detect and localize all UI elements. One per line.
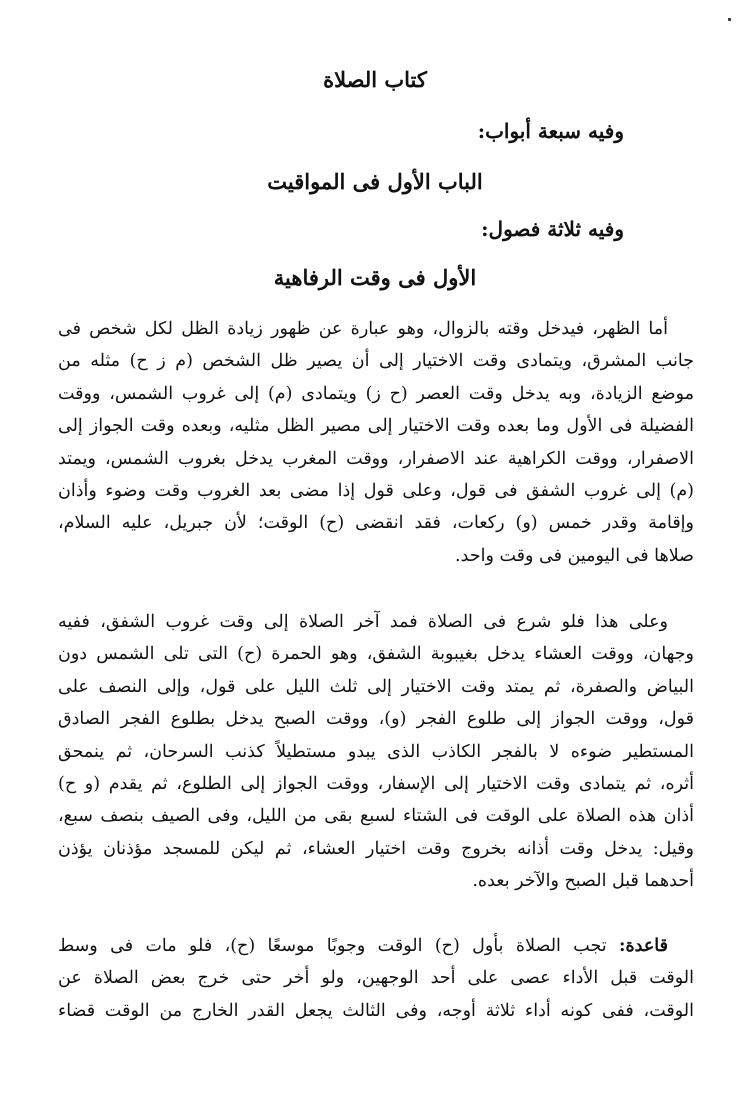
paragraph-line: وإقامة وقدر خمس (و) ركعات، فقد انقضى (ح) الوقت؛ لأن جبريل، عليه السلام، <box>58 513 694 534</box>
paragraph-line: أثره، ثم يتمادى وقت الاختيار إلى الإسفار، ووقت الجواز إلى الطلوع، ثم يقدم (و ح) <box>58 774 694 795</box>
paragraph-line: المستطير ضوءه لا بالفجر الكاذب الذى يبدو مستطيلاً كذنب السرحان، ثم ينمحق <box>58 741 694 762</box>
paragraph-prayer-times-evening <box>58 606 694 898</box>
paragraph-line: أذان هذه الصلاة على الوقت فى الشتاء لسبع بقى من الليل، وفى الصيف بنصف سبع، <box>58 806 694 827</box>
paragraph-prayer-times-noon <box>58 313 694 572</box>
paragraph-line: الوقت قبل الأداء عصى على أحد الوجهين، ولو أخر حتى خرج بعض الصلاة عن <box>58 968 694 989</box>
paragraph-line: أما الظهر، فيدخل وقته بالزوال، وهو عبارة عن ظهور زيادة الظل لكل شخص فى <box>58 319 668 339</box>
paragraph-line: (م) إلى غروب الشفق فى قول، وعلى قول إذا مضى بعد الغروب وقت وضوء وأذان <box>58 481 694 502</box>
paragraph-line: وعلى هذا فلو شرع فى الصلاة فمد آخر الصلاة إلى وقت غروب الشفق، ففيه <box>58 612 668 632</box>
paragraph-line: وقيل: يدخل وقت أذانه بخروج وقت اختيار العشاء، ثم ليكن للمسجد مؤذنان يؤذن <box>58 838 694 859</box>
scan-mark <box>728 18 731 21</box>
paragraph-line: صلاها فى اليومين فى وقت واحد. <box>455 545 694 566</box>
paragraph-line: قول، ووقت الجواز إلى طلوع الفجر (و)، ووقت الصبح يدخل بطلوع الفجر الصادق <box>58 709 694 730</box>
chapters-intro: وفيه سبعة أبواب: <box>477 119 624 143</box>
section-heading: الأول فى وقت الرفاهية <box>273 265 477 290</box>
rule-text: تجب الصلاة بأول (ح) الوقت وجوبًا موسعًا (ح)، فلو مات فى وسط <box>58 936 620 956</box>
paragraph-line: موضع الزيادة، وبه يدخل وقت العصر (ح ز) ويتمادى (م) إلى غروب الشمس، ووقت <box>58 383 694 404</box>
chapter-heading: الباب الأول فى المواقيت <box>267 169 483 194</box>
sections-intro: وفيه ثلاثة فصول: <box>481 217 624 241</box>
book-title: كتاب الصلاة <box>323 67 427 92</box>
paragraph-line: جانب المشرق، ويتمادى وقت الاختيار إلى أن يصير ظل الشخص (م ز ح) مثله من <box>58 351 694 372</box>
paragraph-line: الوقت، ففى كونه أداء ثلاثة أوجه، وفى الثالث يجعل القدر الخارج من الوقت قضاء <box>58 1000 694 1021</box>
paragraph-line: أحدهما قبل الصبح والآخر بعده. <box>472 871 694 892</box>
paragraph-line: الاصفرار، ووقت الكراهية عند الاصفرار، ووقت المغرب يدخل بغروب الشمس، ويمتد <box>58 448 694 469</box>
paragraph-line: البياض والصفرة، ثم يمتد وقت الاختيار إلى ثلث الليل على قول، وإلى النصف على <box>58 676 694 697</box>
paragraph-rule <box>58 930 694 1027</box>
paragraph-line: وجهان، ووقت العشاء يدخل بغيبوبة الشفق، وهو الحمرة (ح) التى تلى الشمس دون <box>58 644 694 665</box>
rule-keyword: قاعدة: <box>619 936 668 956</box>
paragraph-line <box>58 930 694 962</box>
paragraph-line: الفضيلة فى الأول وما بعده وقت الاختيار إلى مصير الظل مثليه، وبعده وقت الجواز إلى <box>58 416 694 437</box>
